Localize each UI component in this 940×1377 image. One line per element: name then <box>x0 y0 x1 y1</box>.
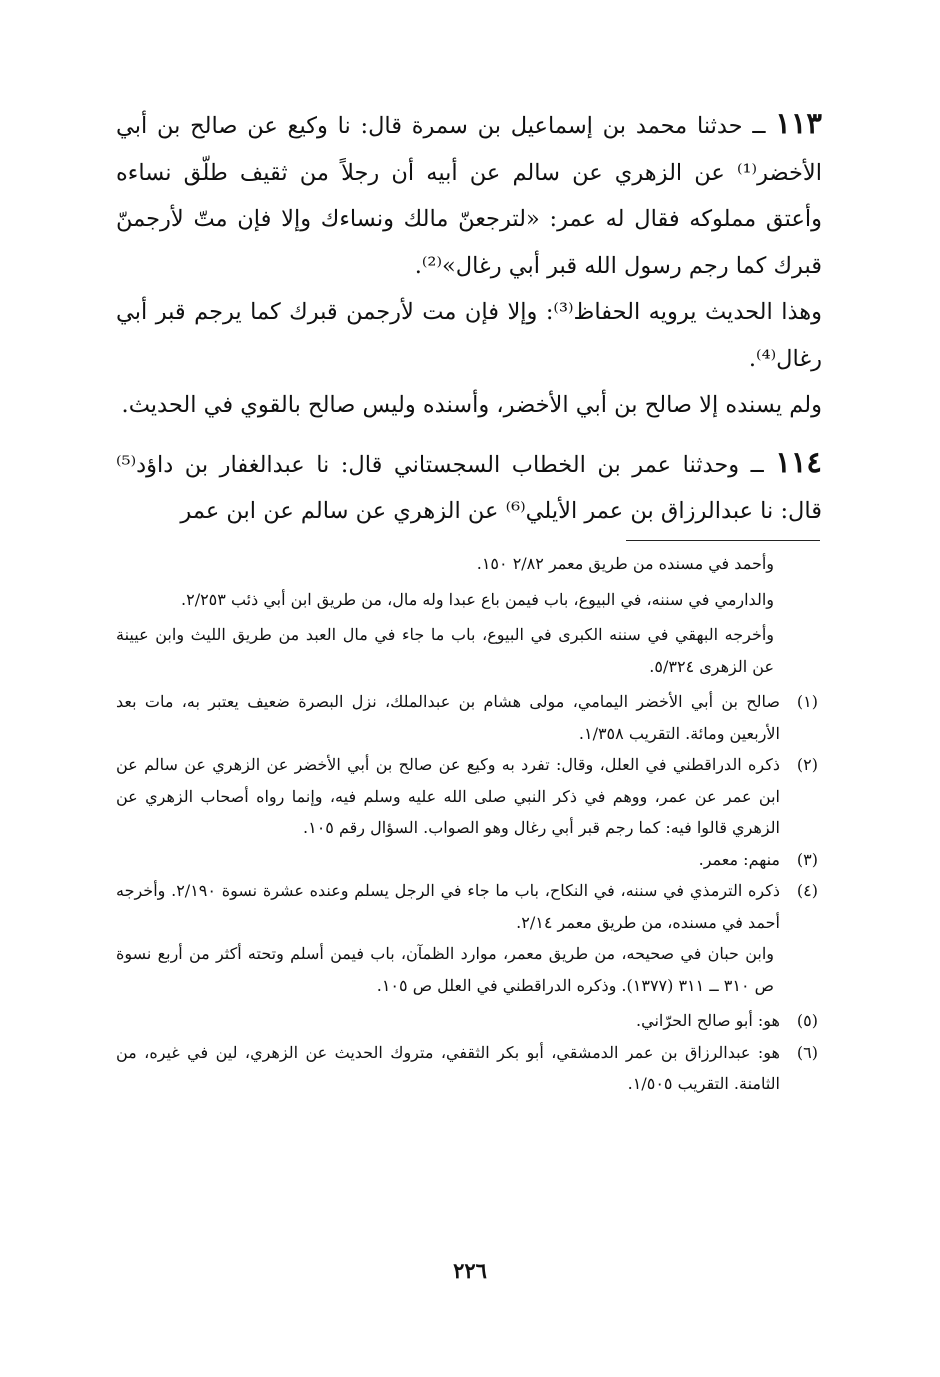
footnote-number: (٥) <box>796 1011 818 1030</box>
footnote-text: ذكره الترمذي في سننه، في النكاح، باب ما جاء في الرجل يسلم وعنده عشرة نسوة ٢/١٩٠. وأخرجه أحمد في مسنده، من طريق معمر ٢/١٤. <box>116 881 781 932</box>
hadith-113 <box>116 100 822 289</box>
footnote-continuation: وابن حبان في صحيحه، من طريق معمر، موارد الظمآن، باب فيمن أسلم وتحته أكثر من أربع نسوة ص ٣١٠ ــ ٣١١ (١٣٧٧). وذكره الدراقطني في العلل ص ١٠٥. <box>116 944 774 995</box>
footnote-continuation: والدارمي في سننه، في البيوع، باب فيمن باع عبدا وله مال، من طريق ابن أبي ذئب ٢/٢٥٣. <box>181 589 774 609</box>
footnote-number: (١) <box>796 692 818 711</box>
page-number: ٢٢٦ <box>453 1258 487 1283</box>
footnote-6 <box>116 1037 826 1100</box>
hadith-number: ١١٣ <box>775 106 822 140</box>
footnote-4 <box>116 875 826 938</box>
footnotes <box>116 548 826 1100</box>
footnote-text: صالح بن أبي الأخضر اليمامي، مولى هشام بن عبدالملك، نزل البصرة ضعيف يعتبر به، مات بعد الأربعين ومائة. التقريب ١/٣٥٨. <box>116 692 780 743</box>
hadith-text: ــ وحدثنا عمر بن الخطاب السجستاني قال: نا عبدالغفار بن داؤد⁽⁵⁾ قال: نا عبدالرزاق بن عمر الأيلي⁽⁶⁾ عن الزهري عن سالم عن ابن عمر <box>116 451 822 524</box>
footnote-number: (٦) <box>796 1042 818 1062</box>
footnote-number: (٣) <box>796 849 818 869</box>
footnote-1 <box>116 686 826 749</box>
hadith-114 <box>116 439 822 535</box>
footnote-5 <box>116 1005 826 1037</box>
footnote-text: هو: أبو صالح الحرّاني. <box>636 1011 780 1030</box>
footnote-text: منهم: معمر. <box>698 849 780 869</box>
footnote-number: (٢) <box>796 755 818 774</box>
hadith-text: ــ حدثنا محمد بن إسماعيل بن سمرة قال: نا وكيع عن صالح بن أبي الأخضر⁽¹⁾ عن الزهري عن سالم عن أبيه أن رجلاً من ثقيف طلّق نساءه وأعتق مملوكه فقال له عمر: «لترجعنّ مالك ونساءك وإلا فإن متّ لأرجمنّ قبرك كما رجم رسول الله قبر أبي رغال»⁽²⁾. <box>116 113 822 279</box>
footnote-text: هو: عبدالرزاق بن عمر الدمشقي، أبو بكر الثقفي، متروك الحديث عن الزهري، لين في غيره، من الثامنة. التقريب ١/٥٠٥. <box>116 1042 780 1093</box>
footnote-number: (٤) <box>796 881 818 900</box>
commentary-paragraph: ولم يسنده إلا صالح بن أبي الأخضر، وأسنده وليس صالح بالقوي في الحديث. <box>121 392 822 418</box>
hadith-number: ١١٤ <box>775 444 823 479</box>
main-text <box>116 100 822 535</box>
footnote-divider <box>626 540 820 541</box>
commentary-paragraph: وهذا الحديث يرويه الحفاظ⁽³⁾: وإلا فإن مت لأرجمن قبرك كما يرجم قبر أبي رغال⁽⁴⁾. <box>116 299 822 372</box>
footnote-2 <box>116 749 826 844</box>
footnote-3 <box>116 844 826 876</box>
footnote-text: ذكره الدراقطني في العلل، وقال: تفرد به وكيع عن صالح بن أبي الأخضر عن الزهري عن سالم عن ابن عمر عن عمر، ووهم في ذكر النبي صلى الله عليه وسلم فيه، وإنما رواه أصحاب الزهري عن الزهري قالوا فيه: كما رجم قبر أبي رغال وهو الصواب. السؤال رقم ١٠٥. <box>116 755 780 837</box>
footnote-continuation: وأحمد في مسنده من طريق معمر ٢/٨٢ ١٥٠. <box>476 554 774 573</box>
footnote-continuation: وأخرجه البهقي في سننه الكبرى في البيوع، باب ما جاء في مال العبد من طريق الليث وابن عيينة عن الزهرى ٥/٣٢٤. <box>116 625 774 676</box>
